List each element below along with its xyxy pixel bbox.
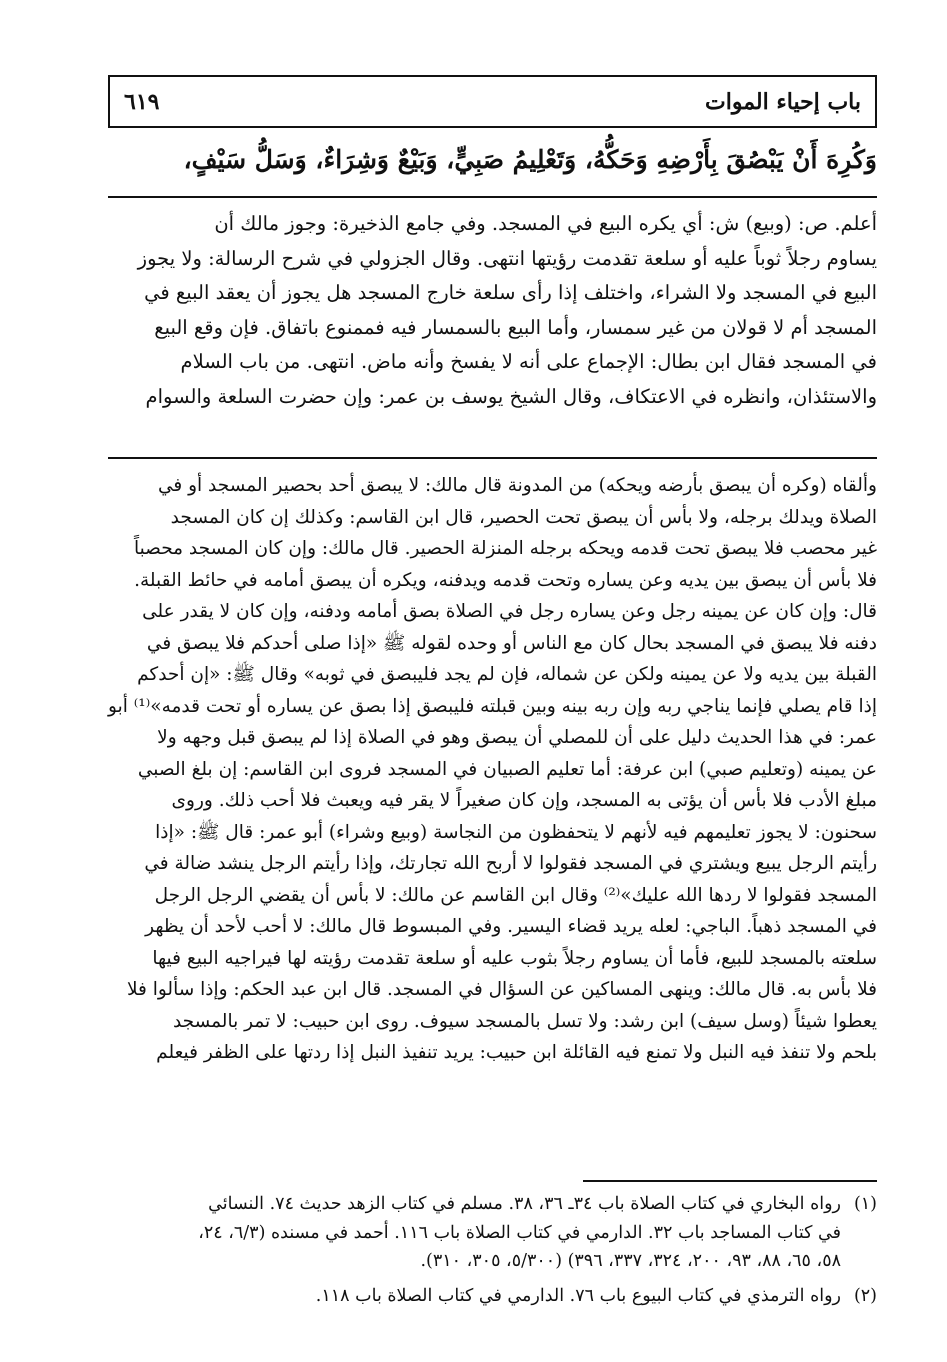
text-line: رأيتم الرجل يبيع ويشتري في المسجد فقولوا لا أربح الله تجارتك، وإذا رأيتم الرجل ينشد ضالة في (144, 853, 877, 874)
footnote-separator (583, 1180, 877, 1182)
text-line: إذا قام يصلي فإنما يناجي ربه وإن ربه بينه وبين قبلته فليبصق إذا بصق عن يساره أو تحت قدمه»⁽¹⁾ أبو (108, 695, 877, 717)
text-line: فلا بأس به. قال مالك: وينهى المساكين عن السؤال في المسجد. قال ابن عبد الحكم: وإذا سألوا فلا (126, 979, 877, 1000)
text-line: وألقاه (وكره أن يبصق بأرضه ويحكه) من المدونة قال مالك: لا يبصق أحد بحصير المسجد أو في (157, 475, 877, 496)
text-line: عمر: في هذا الحديث دليل على أن للمصلي أن يبصق وهو في الصلاة إذا لم يبصق قبل وجهه ولا (157, 727, 877, 748)
footnote-number: (١) (853, 1194, 877, 1214)
chapter-title: باب إحياء الموات (705, 88, 861, 115)
footnote-1 (108, 1190, 877, 1276)
text-line: سلعته بالمسجد للبيع، فأما أن يساوم رجلاً بثوب عليه أو سلعة تقدمت رؤيته لها فيراجيه البيع فيها (152, 947, 877, 969)
footnote-line: ٥٨، ٦٥، ٨٨، ٩٣، ٢٠٠، ٣٢٤، ٣٣٧، ٣٩٦) (٥/٣٠٠، ٣٠٥، ٣١٠). (420, 1251, 841, 1271)
page-number: ٦١٩ (124, 88, 160, 115)
running-header (108, 75, 877, 128)
footnote-number: (٢) (853, 1285, 877, 1306)
divider-top (108, 196, 877, 198)
text-line: سحنون: لا يجوز تعليمهم فيه لأنهم لا يتحفظون من النجاسة (وبيع وشراء) أبو عمر: قال ﷺ: «إذا (155, 821, 877, 843)
text-line: دفنه فلا يبصق في المسجد بحال كان مع الناس أو وحده لقوله ﷺ «إذا صلى أحدكم فلا يبصق في (146, 632, 877, 654)
text-line: بلحم ولا تنفذ فيه النبل ولا تمنع فيه القائلة ابن حبيب: يريد تنفيذ النبل إذا ردتها على الظفر فيعلم (156, 1042, 877, 1063)
commentary-lower (108, 470, 877, 1069)
text-line: فلا بأس أن يبصق بين يديه وعن يساره وتحت قدمه ويدفنه، ويكره أن يبصق أمامه في حائط القبلة. (134, 569, 877, 591)
text-line: قال: وإن كان عن يمينه رجل وعن يساره رجل في الصلاة بصق أمامه ودفنه، وإن كان لا يقدر على (142, 601, 877, 622)
text-line: عن يمينه (وتعليم صبي) ابن عرفة: أما تعليم الصبيان في المسجد فروى ابن القاسم: إن بلغ الصبي (137, 758, 877, 780)
footnote-line: في كتاب المساجد باب ٣٢. الدارمي في كتاب الصلاة باب ١١٦. أحمد في مسنده (٦/٣، ٢٤، (198, 1222, 841, 1243)
commentary-upper (108, 207, 877, 414)
footnote-text (108, 1282, 841, 1311)
text-line: المسجد فقولوا لا ردها الله عليك»⁽²⁾ وقال ابن القاسم عن مالك: لا بأس أن يقضي الرجل الرجل (154, 884, 877, 906)
text-line: غير محصب فلا يبصق تحت قدمه ويحكه برجله المنزلة الحصير. قال مالك: وإن كان المسجد محصباً (133, 538, 877, 559)
text-line: والاستئذان، وانظره في الاعتكاف، وقال الشيخ يوسف بن عمر: وإن حضرت السلعة والسوام (145, 384, 877, 408)
footnote-text (108, 1190, 841, 1276)
footnote-2 (108, 1282, 877, 1311)
main-text: وَكُرِهَ أَنْ يَبْصُقَ بِأَرْضِهِ وَحَكُّهُ، وَتَعْلِيمُ صَبِيٍّ، وَبَيْعٌ وَشِرَاءٌ، وَسَلُّ سَيْفٍ، (183, 145, 877, 174)
text-line: القبلة بين يديه ولا عن يمينه ولكن عن شماله، فإن لم يجد فليبصق في ثوبه» وقال ﷺ: «إن أحدكم (137, 664, 877, 685)
text-line: الصلاة ويدلك برجله، ولا بأس أن يبصق تحت الحصير، قال ابن القاسم: وكذلك إن كان المسجد (170, 506, 877, 528)
text-line: مبلغ الأدب فلا بأس أن يؤتى به المسجد، وإن كان صغيراً لا يقر فيه ويعبث فلا أحب ذلك. وروى (171, 790, 877, 811)
text-line: يعطوا شيئاً (وسل سيف) ابن رشد: ولا تسل بالمسجد سيوف. روى ابن حبيب: لا تمر بالمسجد (172, 1010, 877, 1032)
text-line: يساوم رجلاً ثوباً عليه أو سلعة تقدمت رؤيتها انتهى. وقال الجزولي في شرح الرسالة: ولا يجوز (137, 246, 877, 270)
divider-middle (108, 457, 877, 459)
text-line: البيع في المسجد ولا الشراء، واختلف إذا رأى سلعة خارج المسجد هل يجوز أن يعقد البيع في (144, 281, 877, 304)
text-line: في المسجد فقال ابن بطال: الإجماع على أنه لا يفسخ وأنه ماض. انتهى. من باب السلام (180, 350, 877, 373)
footnotes (108, 1190, 877, 1316)
text-line: أعلم. ص: (وبيع) ش: أي يكره البيع في المسجد. وفي جامع الذخيرة: وجوز مالك أن (214, 212, 877, 235)
footnote-line: رواه الترمذي في كتاب البيوع باب ٧٦. الدارمي في كتاب الصلاة باب ١١٨. (315, 1285, 841, 1306)
text-line: المسجد أم لا قولان من غير سمسار، وأما البيع بالسمسار فيه فممنوع باتفاق. فإن وقع البيع (154, 315, 877, 339)
footnote-line: رواه البخاري في كتاب الصلاة باب ٣٤ـ ٣٦، ٣٨. مسلم في كتاب الزهد حديث ٧٤. النسائي (208, 1194, 841, 1214)
text-line: في المسجد ذهباً. الباجي: لعله يريد قضاء اليسير. وفي المبسوط قال مالك: لا أحب لأحد أن يظهر (145, 916, 877, 937)
